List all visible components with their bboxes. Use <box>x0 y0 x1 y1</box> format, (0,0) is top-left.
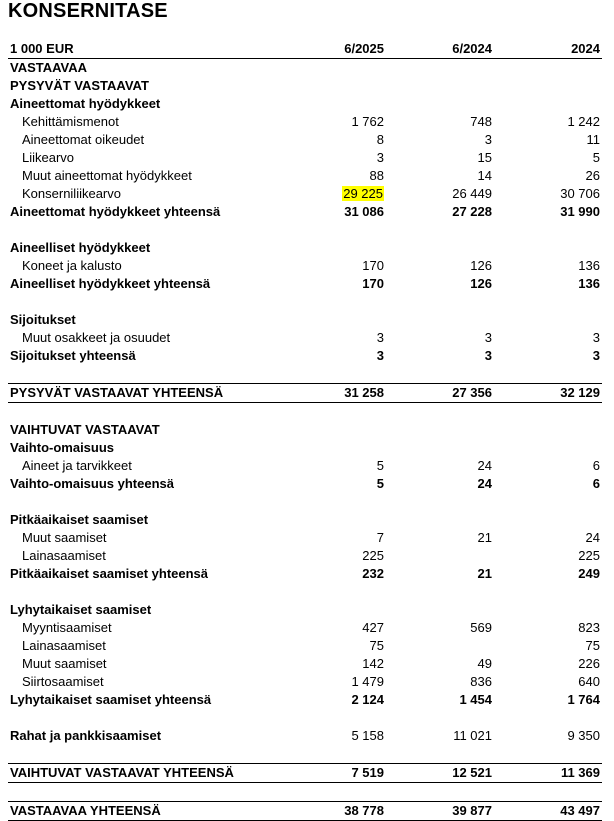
table-row <box>8 149 602 167</box>
value-c3: 226 <box>578 656 600 671</box>
row-spacer <box>8 403 602 421</box>
value-c2: 3 <box>484 348 492 363</box>
value-c3: 75 <box>585 638 600 653</box>
row-label: Pitkäaikaiset saamiset yhteensä <box>10 566 209 581</box>
row-label: PYSYVÄT VASTAAVAT <box>10 78 149 93</box>
row-label: Koneet ja kalusto <box>22 258 122 273</box>
column-header-6-2024: 6/2024 <box>452 41 492 56</box>
value-c2: 39 877 <box>452 803 492 818</box>
row-label: VASTAAVAA YHTEENSÄ <box>10 803 161 818</box>
value-c1: 75 <box>369 638 384 653</box>
row-label: Muut aineettomat hyödykkeet <box>22 168 192 183</box>
value-c2: 748 <box>470 114 492 129</box>
value-c1: 142 <box>362 656 384 671</box>
table-row <box>8 529 602 547</box>
total-row <box>8 763 602 783</box>
value-c2: 21 <box>477 530 492 545</box>
value-c3: 225 <box>578 548 600 563</box>
table-row <box>8 329 602 347</box>
value-c1: 427 <box>362 620 384 635</box>
page-title: KONSERNITASE <box>8 0 168 22</box>
row-label: Kehittämismenot <box>22 114 119 129</box>
row-label: Konserniliikearvo <box>22 186 121 201</box>
table-row <box>8 655 602 673</box>
section-row <box>8 565 602 583</box>
table-row <box>8 113 602 131</box>
section-row <box>8 203 602 221</box>
section-row <box>8 347 602 365</box>
value-c3: 1 764 <box>567 692 600 707</box>
value-c1 <box>294 185 384 203</box>
value-c1: 31 258 <box>344 385 384 400</box>
row-label: Myyntisaamiset <box>22 620 112 635</box>
section-row <box>8 601 602 619</box>
table-row <box>8 185 602 203</box>
value-c2: 1 454 <box>459 692 492 707</box>
row-label: Liikearvo <box>22 150 75 165</box>
section-row <box>8 475 602 493</box>
value-c1: 88 <box>369 168 384 183</box>
value-c1: 3 <box>376 150 384 165</box>
row-spacer <box>8 783 602 801</box>
value-c3: 6 <box>592 476 600 491</box>
value-c3: 9 350 <box>567 728 600 743</box>
row-label: Aineelliset hyödykkeet <box>10 240 151 255</box>
value-c2: 569 <box>470 620 492 635</box>
value-c1: 31 086 <box>344 204 384 219</box>
table-row <box>8 131 602 149</box>
row-label: VASTAAVAA <box>10 60 88 75</box>
row-label: Sijoitukset yhteensä <box>10 348 136 363</box>
value-c1: 232 <box>362 566 384 581</box>
table-row <box>8 637 602 655</box>
table-row <box>8 257 602 275</box>
value-c1: 2 124 <box>351 692 384 707</box>
section-row <box>8 59 602 77</box>
value-c1: 38 778 <box>344 803 384 818</box>
row-spacer <box>8 583 602 601</box>
column-header-6-2025: 6/2025 <box>344 41 384 56</box>
value-c2: 24 <box>477 476 492 491</box>
row-label: Aineettomat hyödykkeet <box>10 96 161 111</box>
row-label: Aineettomat oikeudet <box>22 132 145 147</box>
value-c3: 823 <box>578 620 600 635</box>
column-header-2024: 2024 <box>571 41 600 56</box>
table-row <box>8 619 602 637</box>
row-label: Vaihto-omaisuus <box>10 440 115 455</box>
value-c2: 24 <box>477 458 492 473</box>
value-c3: 26 <box>585 168 600 183</box>
row-spacer <box>8 709 602 727</box>
value-c1: 8 <box>376 132 384 147</box>
value-c2: 12 521 <box>452 765 492 780</box>
value-c3: 24 <box>585 530 600 545</box>
value-c3: 640 <box>578 674 600 689</box>
total-row <box>8 801 602 821</box>
row-spacer <box>8 493 602 511</box>
row-label: VAIHTUVAT VASTAAVAT <box>10 422 160 437</box>
value-c1: 7 <box>376 530 384 545</box>
value-c1: 5 <box>376 458 384 473</box>
section-row <box>8 511 602 529</box>
value-c1: 5 158 <box>351 728 384 743</box>
value-c1: 1 479 <box>351 674 384 689</box>
value-c3: 1 242 <box>567 114 600 129</box>
row-label: Pitkäaikaiset saamiset <box>10 512 149 527</box>
section-row <box>8 275 602 293</box>
section-row <box>8 239 602 257</box>
row-label: Lainasaamiset <box>22 548 106 563</box>
row-label: Rahat ja pankkisaamiset <box>10 728 162 743</box>
row-label: Lyhytaikaiset saamiset yhteensä <box>10 692 212 707</box>
row-label: VAIHTUVAT VASTAAVAT YHTEENSÄ <box>10 765 234 780</box>
value-c1: 3 <box>376 330 384 345</box>
row-label: Lainasaamiset <box>22 638 106 653</box>
value-c1: 170 <box>362 258 384 273</box>
value-c1: 3 <box>376 348 384 363</box>
section-row <box>8 311 602 329</box>
value-c3: 249 <box>578 566 600 581</box>
value-c2: 27 356 <box>452 385 492 400</box>
section-row <box>8 439 602 457</box>
table-header <box>8 40 602 59</box>
value-c2: 27 228 <box>452 204 492 219</box>
highlighted-value: 29 225 <box>343 186 383 201</box>
total-row <box>8 383 602 403</box>
value-c3: 32 129 <box>560 385 600 400</box>
value-c3: 11 <box>586 132 600 147</box>
value-c2: 14 <box>477 168 492 183</box>
row-label: Aineettomat hyödykkeet yhteensä <box>10 204 221 219</box>
table-row <box>8 547 602 565</box>
value-c3: 136 <box>578 258 600 273</box>
balance-sheet-table <box>8 40 602 821</box>
row-label: PYSYVÄT VASTAAVAT YHTEENSÄ <box>10 385 224 400</box>
row-label: Muut saamiset <box>22 656 107 671</box>
table-row <box>8 673 602 691</box>
value-c2: 836 <box>470 674 492 689</box>
row-label: Lyhytaikaiset saamiset <box>10 602 152 617</box>
row-label: Aineelliset hyödykkeet yhteensä <box>10 276 211 291</box>
row-label: Vaihto-omaisuus yhteensä <box>10 476 174 491</box>
value-c3: 43 497 <box>560 803 600 818</box>
value-c3: 5 <box>592 150 600 165</box>
row-label: Siirtosaamiset <box>22 674 104 689</box>
section-row <box>8 691 602 709</box>
section-row <box>8 421 602 439</box>
row-label: Muut saamiset <box>22 530 107 545</box>
value-c1: 5 <box>376 476 384 491</box>
table-row <box>8 167 602 185</box>
row-spacer <box>8 221 602 239</box>
row-spacer <box>8 365 602 383</box>
value-c2: 126 <box>470 258 492 273</box>
value-c2: 21 <box>477 566 492 581</box>
value-c3: 11 369 <box>560 765 600 780</box>
value-c3: 3 <box>592 348 600 363</box>
value-c2: 3 <box>484 330 492 345</box>
section-row <box>8 727 602 745</box>
value-c1: 225 <box>362 548 384 563</box>
value-c1: 1 762 <box>351 114 384 129</box>
value-c3: 136 <box>578 276 600 291</box>
unit-label: 1 000 EUR <box>10 41 74 56</box>
value-c2: 3 <box>484 132 492 147</box>
value-c2: 15 <box>477 150 492 165</box>
value-c2: 49 <box>477 656 492 671</box>
row-spacer <box>8 293 602 311</box>
row-spacer <box>8 745 602 763</box>
section-row <box>8 77 602 95</box>
value-c3: 6 <box>592 458 600 473</box>
row-label: Muut osakkeet ja osuudet <box>22 330 171 345</box>
value-c2: 11 021 <box>453 728 492 743</box>
value-c3: 30 706 <box>560 186 600 201</box>
value-c2: 126 <box>470 276 492 291</box>
row-label: Aineet ja tarvikkeet <box>22 458 132 473</box>
value-c1: 170 <box>362 276 384 291</box>
table-row <box>8 457 602 475</box>
section-row <box>8 95 602 113</box>
value-c1: 7 519 <box>351 765 384 780</box>
value-c3: 3 <box>592 330 600 345</box>
value-c3: 31 990 <box>560 204 600 219</box>
row-label: Sijoitukset <box>10 312 76 327</box>
value-c2: 26 449 <box>452 186 492 201</box>
